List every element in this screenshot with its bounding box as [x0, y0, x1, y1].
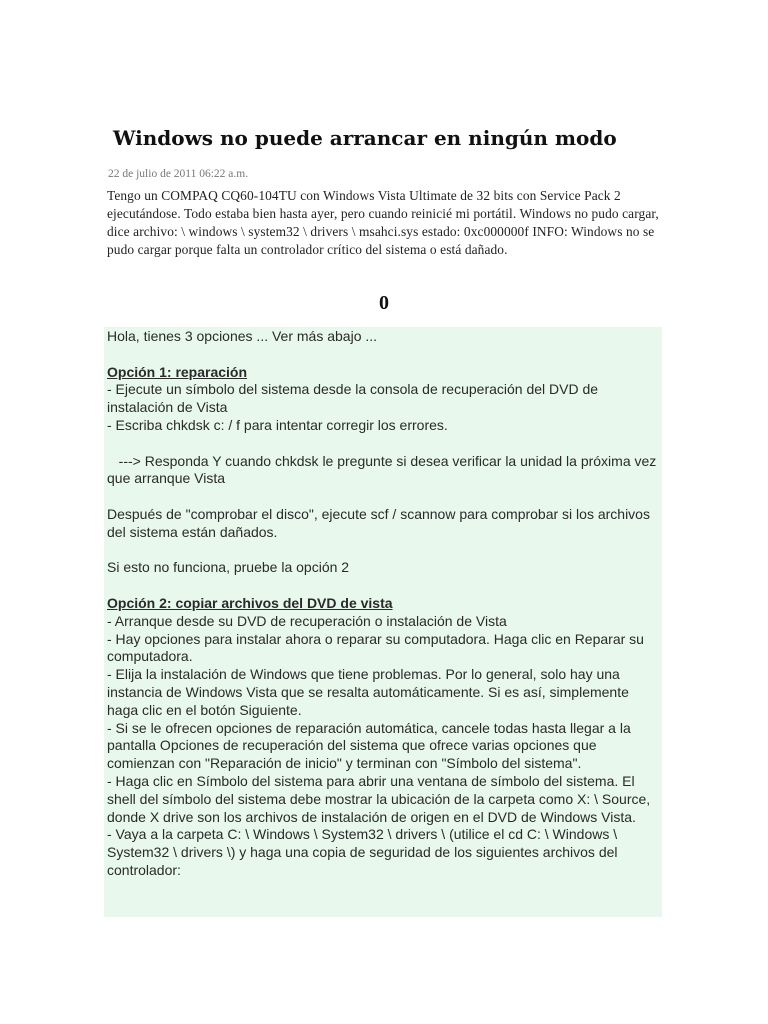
option2-line: - Vaya a la carpeta C: \ Windows \ System32 \ drivers \ (utilice el cd C: \ Windows \ System32 \ drivers \) y haga una copia de seguridad de los siguientes archivos del controlador:	[107, 826, 618, 878]
option2-line: - Arranque desde su DVD de recuperación o instalación de Vista	[107, 612, 507, 629]
post-title: Windows no puede arrancar en ningún modo	[113, 126, 617, 150]
question-body: Tengo un COMPAQ CQ60-104TU con Windows Vista Ultimate de 32 bits con Service Pack 2 ejecutándose. Todo estaba bien hasta ayer, pero cuando reinicié mi portátil. Windows no pudo cargar, dice archivo: \ windows \ system32 \ drivers \ msahci.sys estado: 0xc000000f INFO: Windows no se pudo cargar porque falta un controlador crítico del sistema o está dañado.	[107, 188, 659, 257]
post-date: 22 de julio de 2011 06:22 a.m.	[108, 168, 249, 180]
option1-after-check: Después de "comprobar el disco", ejecute scf / scannow para comprobar si los archivos del sistema están dañados.	[107, 505, 650, 540]
option2-line: - Si se le ofrecen opciones de reparación automática, cancele todas hasta llegar a la pantalla Opciones de recuperación del sistema que ofrece varias opciones que comienzan con "Reparación de inicio" y terminan con "Símbolo del sistema".	[107, 719, 631, 772]
answer-intro: Hola, tienes 3 opciones ... Ver más abajo ...	[107, 328, 378, 344]
option2-line: - Elija la instalación de Windows que tiene problemas. Por lo general, solo hay una instancia de Windows Vista que se resalta automáticamente. Si es así, simplemente haga clic en el botón Siguiente.	[107, 666, 629, 718]
option2-line: - Hay opciones para instalar ahora o reparar su computadora. Haga clic en Reparar su computadora.	[107, 630, 644, 665]
option2-line: - Haga clic en Símbolo del sistema para abrir una ventana de símbolo del sistema. El shell del símbolo del sistema debe mostrar la ubicación de la carpeta como X: \ Source, donde X drive son los archivos de instalación de origen en el DVD de Windows Vista.	[107, 772, 651, 825]
answer-box	[104, 327, 662, 917]
option2-heading: Opción 2: copiar archivos del DVD de vista	[107, 594, 393, 611]
option1-line: - Escriba chkdsk c: / f para intentar corregir los errores.	[107, 416, 448, 433]
option1-indented-note: ---> Responda Y cuando chkdsk le pregunte si desea verificar la unidad la próxima vez que arranque Vista	[107, 452, 657, 487]
option1-line: - Ejecute un símbolo del sistema desde la consola de recuperación del DVD de instalación de Vista	[107, 381, 599, 416]
option1-heading: Opción 1: reparación	[107, 363, 248, 380]
vote-count: 0	[379, 292, 389, 314]
option1-fallback: Si esto no funciona, pruebe la opción 2	[107, 559, 350, 576]
